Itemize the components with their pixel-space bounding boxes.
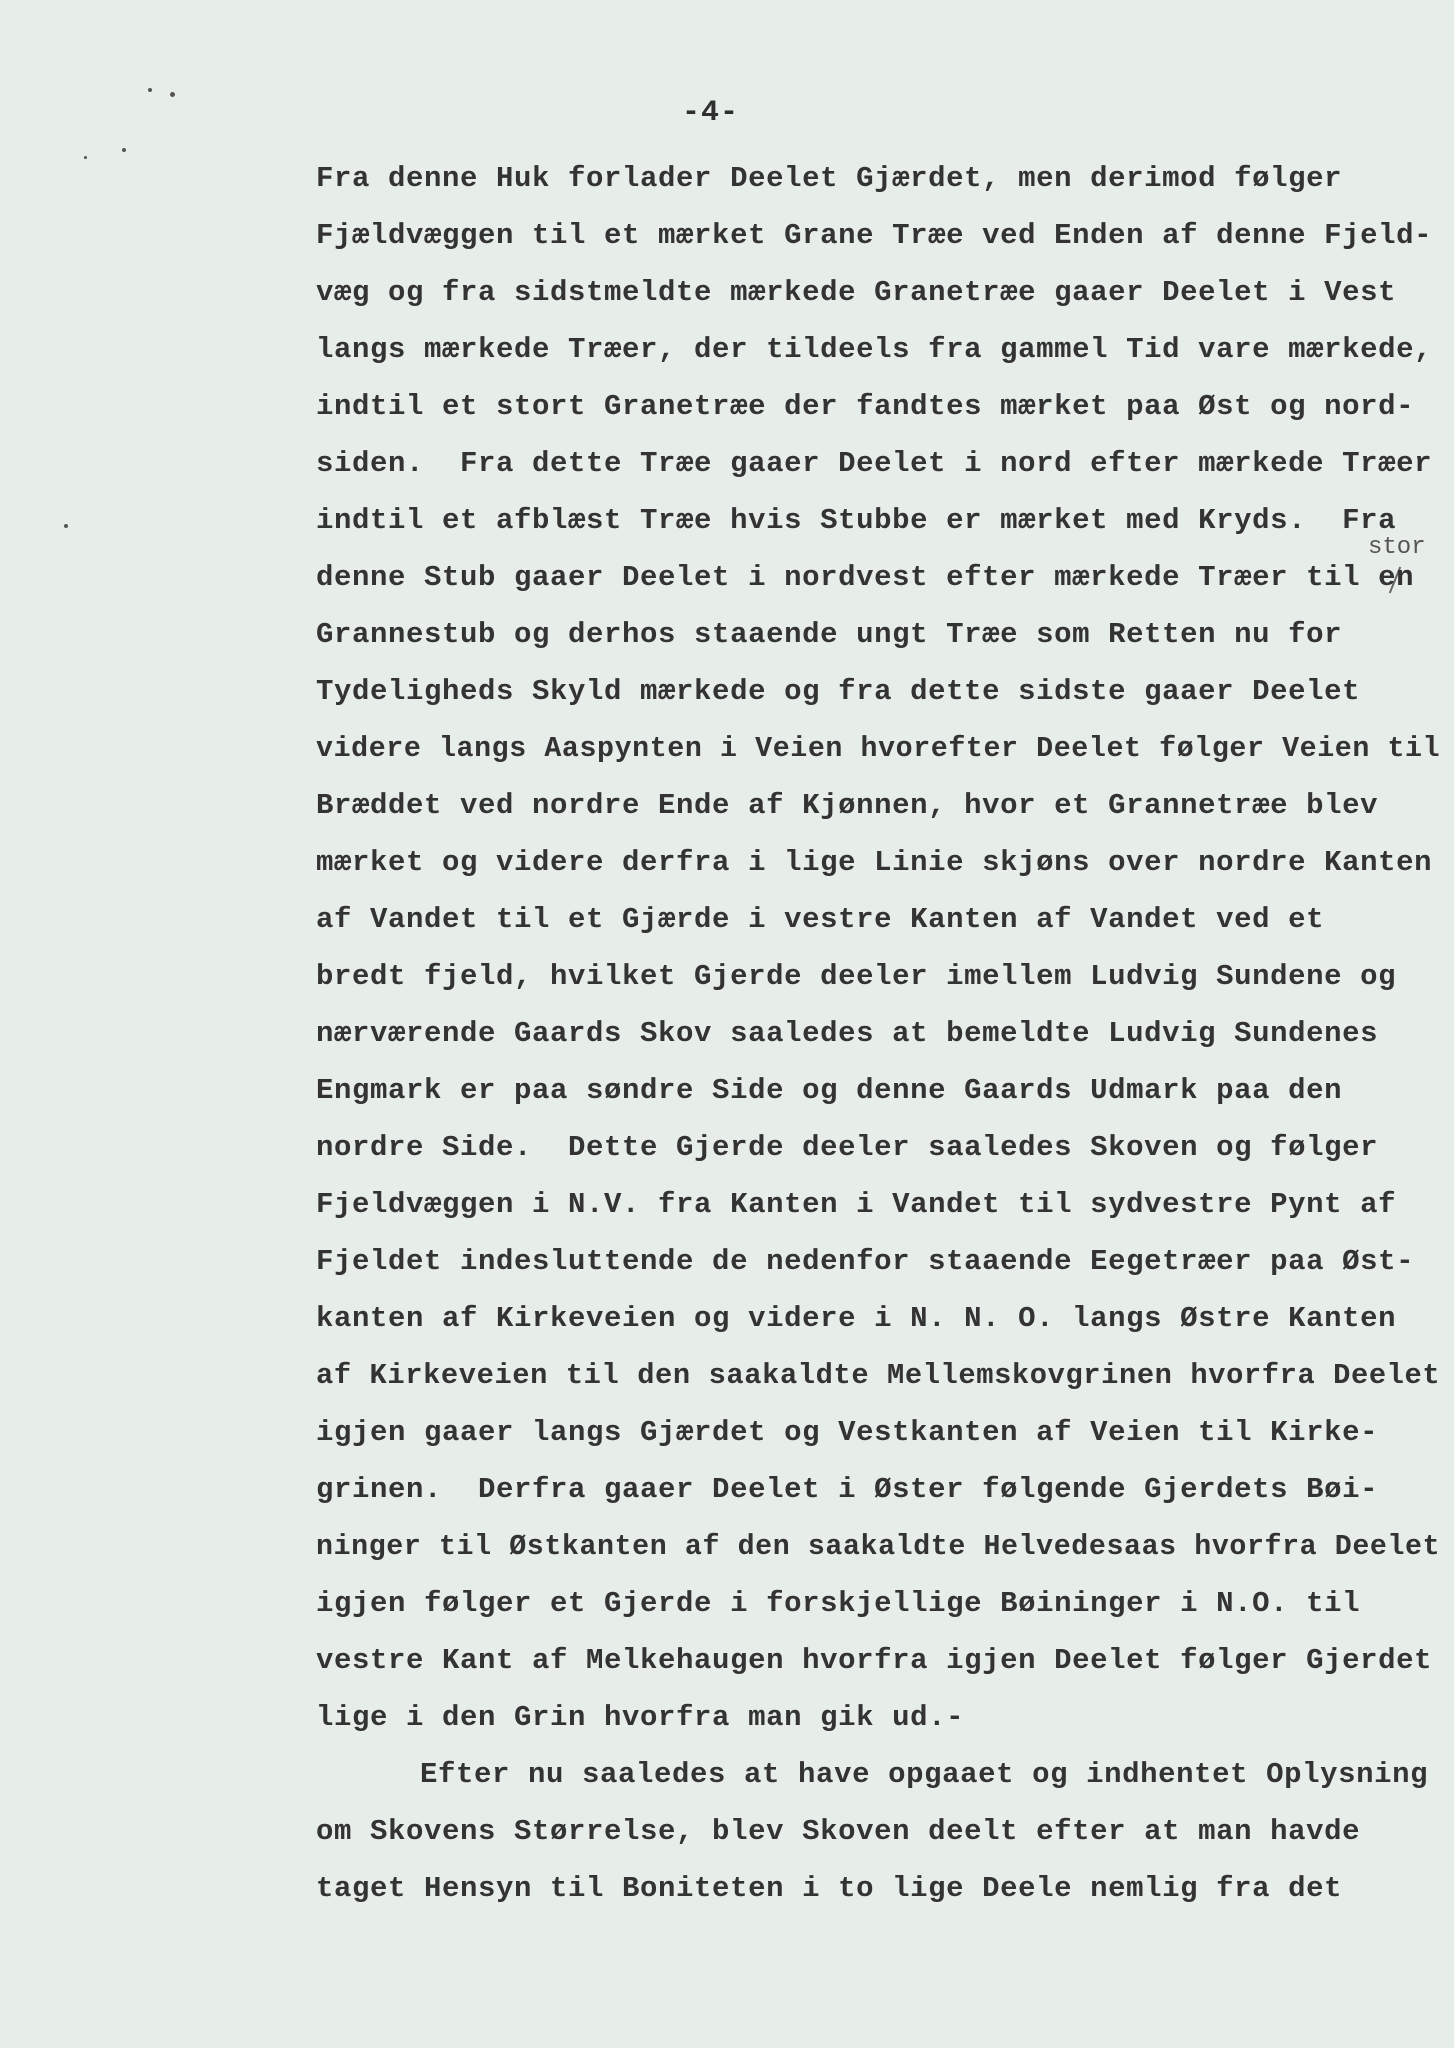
- text-line: indtil et stort Granetræe der fandtes mærket paa Øst og nord-: [316, 390, 1415, 423]
- margin-speck: [148, 88, 152, 92]
- text-line: lige i den Grin hvorfra man gik ud.-: [316, 1701, 965, 1734]
- text-line: af Vandet til et Gjærde i vestre Kanten af Vandet ved et: [316, 903, 1325, 936]
- text-line: om Skovens Størrelse, blev Skoven deelt efter at man havde: [316, 1815, 1361, 1848]
- text-line: taget Hensyn til Boniteten i to lige Deele nemlig fra det: [316, 1872, 1343, 1905]
- text-line: denne Stub gaaer Deelet i nordvest efter mærkede Træer til en: [316, 561, 1415, 594]
- margin-speck: [170, 92, 175, 97]
- text-line: Fjældvæggen til et mærket Grane Træe ved Enden af denne Fjeld-: [316, 219, 1433, 252]
- text-line: af Kirkeveien til den saakaldte Mellemskovgrinen hvorfra Deelet: [316, 1359, 1441, 1392]
- text-line: langs mærkede Træer, der tildeels fra gammel Tid vare mærkede,: [316, 333, 1433, 366]
- text-line: mærket og videre derfra i lige Linie skjøns over nordre Kanten: [316, 846, 1433, 879]
- text-line: Grannestub og derhos staaende ungt Træe som Retten nu for: [316, 618, 1343, 651]
- margin-speck: [84, 156, 87, 159]
- text-line: Engmark er paa søndre Side og denne Gaards Udmark paa den: [316, 1074, 1343, 1107]
- text-line: siden. Fra dette Træe gaaer Deelet i nord efter mærkede Træer: [316, 447, 1433, 480]
- text-line: indtil et afblæst Træe hvis Stubbe er mærket med Kryds. Fra: [316, 504, 1397, 537]
- text-line: nordre Side. Dette Gjerde deeler saaledes Skoven og følger: [316, 1131, 1379, 1164]
- text-line: bredt fjeld, hvilket Gjerde deeler imellem Ludvig Sundene og: [316, 960, 1397, 993]
- text-line: vestre Kant af Melkehaugen hvorfra igjen Deelet følger Gjerdet: [316, 1644, 1433, 1677]
- text-line: nærværende Gaards Skov saaledes at bemeldte Ludvig Sundenes: [316, 1017, 1379, 1050]
- text-line: Bræddet ved nordre Ende af Kjønnen, hvor et Grannetræe blev: [316, 789, 1379, 822]
- text-line: væg og fra sidstmeldte mærkede Granetræe gaaer Deelet i Vest: [316, 276, 1397, 309]
- text-line: igjen gaaer langs Gjærdet og Vestkanten af Veien til Kirke-: [316, 1416, 1379, 1449]
- margin-speck: [122, 148, 126, 152]
- page-number: -4-: [682, 96, 740, 130]
- text-line: Fjeldet indesluttende de nedenfor staaende Eegetræer paa Øst-: [316, 1245, 1415, 1278]
- margin-speck: [64, 524, 68, 528]
- text-line: grinen. Derfra gaaer Deelet i Øster følgende Gjerdets Bøi-: [316, 1473, 1379, 1506]
- interlinear-insertion: stor: [1368, 534, 1426, 561]
- text-line: Efter nu saaledes at have opgaaet og indhentet Oplysning: [420, 1758, 1429, 1791]
- text-line: Fjeldvæggen i N.V. fra Kanten i Vandet til sydvestre Pynt af: [316, 1188, 1397, 1221]
- text-line: ninger til Østkanten af den saakaldte Helvedesaas hvorfra Deelet: [316, 1530, 1441, 1563]
- text-line: Tydeligheds Skyld mærkede og fra dette sidste gaaer Deelet: [316, 675, 1361, 708]
- text-line: videre langs Aaspynten i Veien hvorefter Deelet følger Veien til: [316, 732, 1441, 765]
- text-line: igjen følger et Gjerde i forskjellige Bøininger i N.O. til: [316, 1587, 1361, 1620]
- text-line: Fra denne Huk forlader Deelet Gjærdet, men derimod følger: [316, 162, 1343, 195]
- text-line: kanten af Kirkeveien og videre i N. N. O. langs Østre Kanten: [316, 1302, 1397, 1335]
